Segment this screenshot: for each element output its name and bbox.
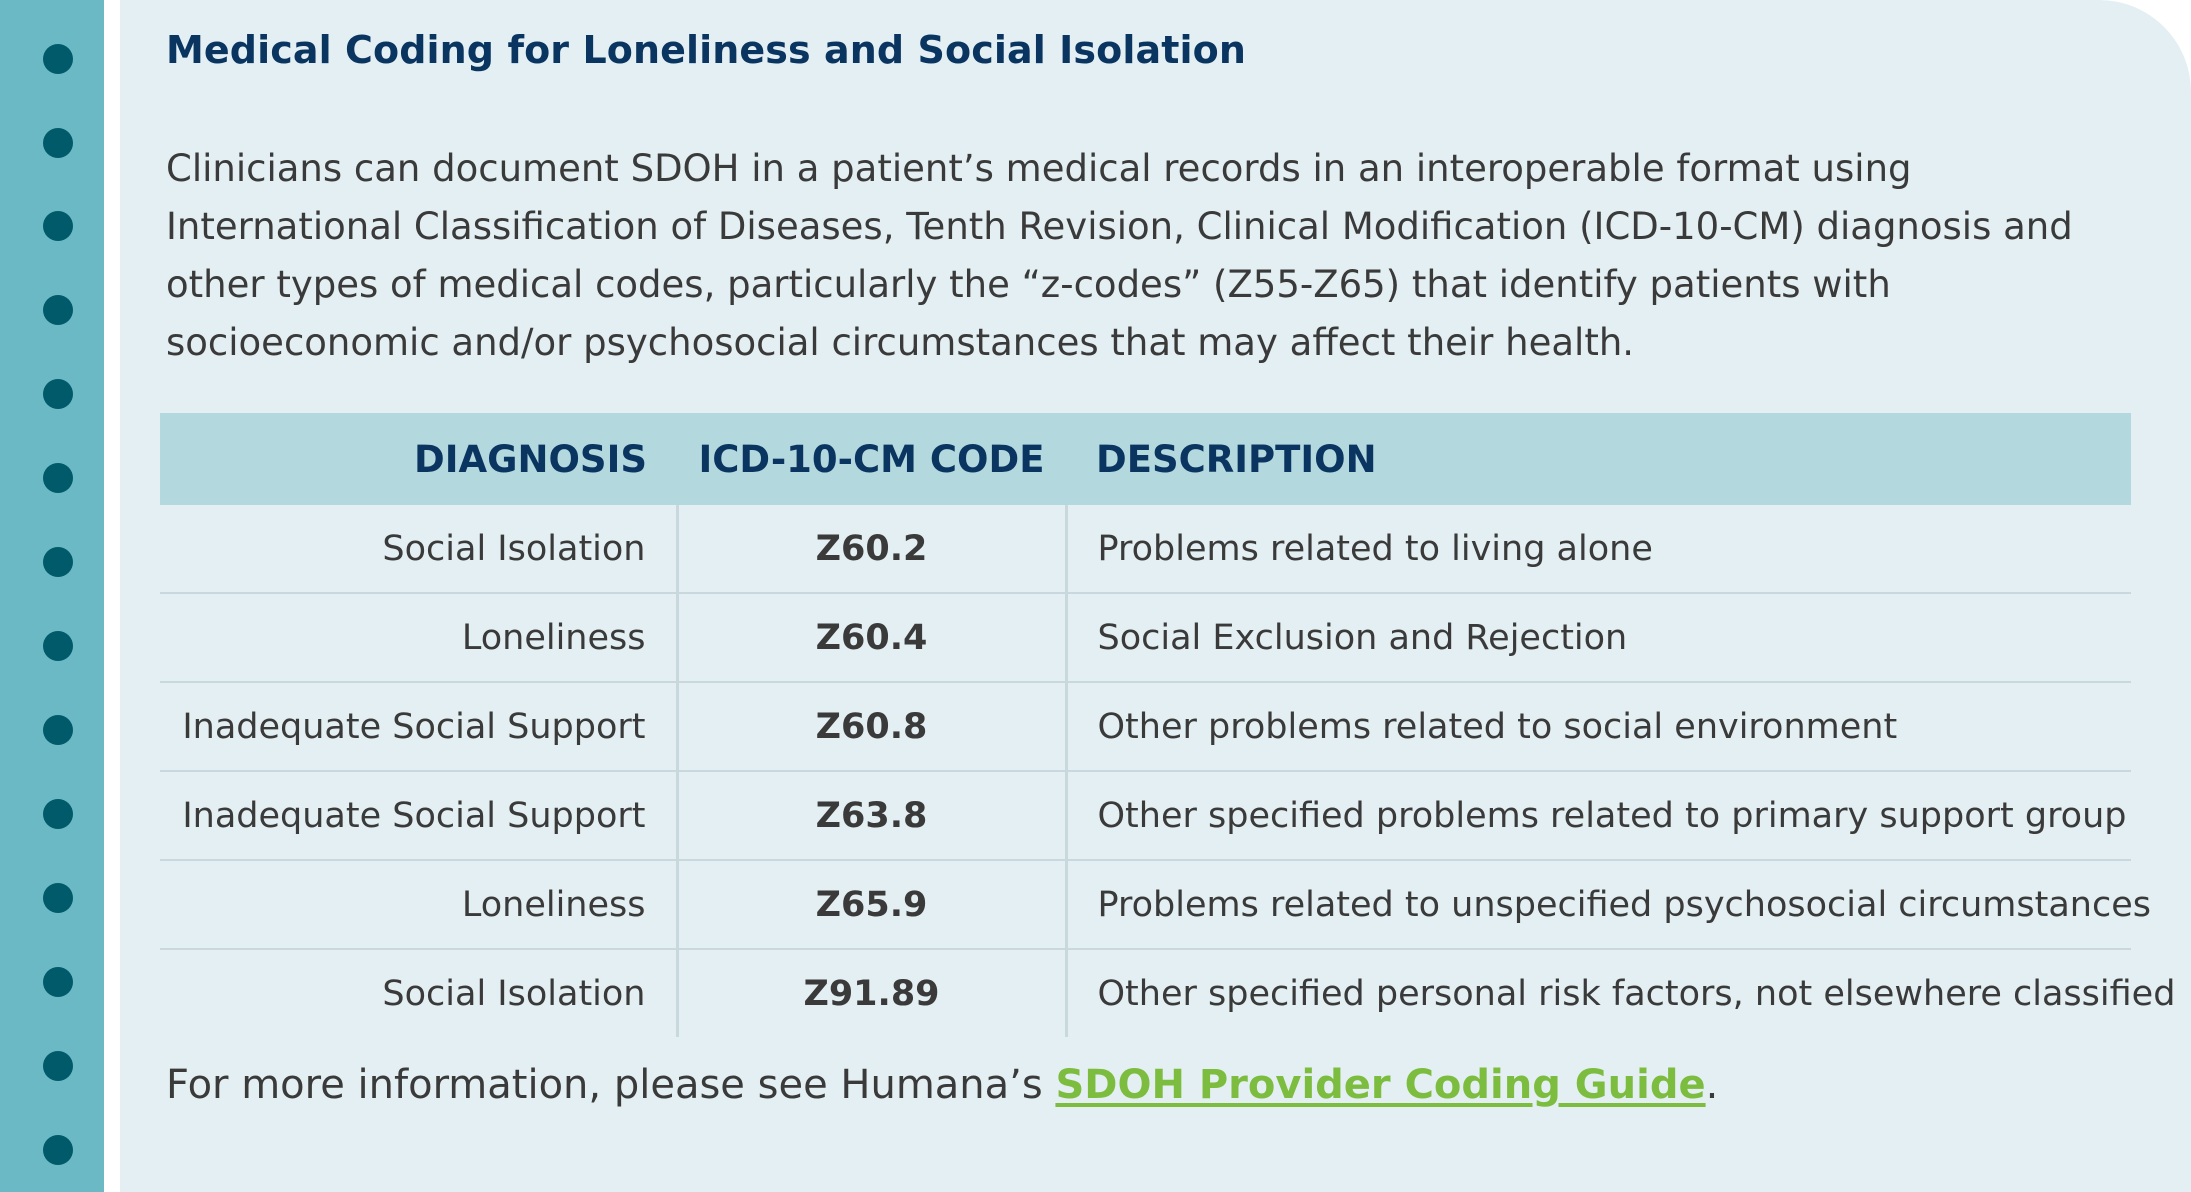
table-row xyxy=(160,682,2131,771)
table-row xyxy=(160,593,2131,682)
binder-hole xyxy=(43,715,73,745)
binder-hole xyxy=(43,1135,73,1165)
diagnosis-cell: Inadequate Social Support xyxy=(160,682,677,771)
header-diagnosis: DIAGNOSIS xyxy=(414,437,647,481)
binder-hole xyxy=(43,463,73,493)
notebook-spine xyxy=(0,0,104,1192)
binder-hole xyxy=(43,631,73,661)
description-cell: Other specified problems related to primary support group xyxy=(1066,771,2131,860)
diagnosis-cell: Loneliness xyxy=(160,860,677,949)
sdoh-coding-guide-link[interactable]: SDOH Provider Coding Guide xyxy=(1055,1062,1706,1108)
description-cell: Other specified personal risk factors, not elsewhere classified xyxy=(1097,973,2176,1014)
page-title: Medical Coding for Loneliness and Social Isolation xyxy=(166,28,1246,72)
description-cell: Other problems related to social environment xyxy=(1066,682,2131,771)
table-row xyxy=(160,505,2131,593)
binder-hole xyxy=(43,883,73,913)
header-code: ICD-10-CM CODE xyxy=(698,437,1045,481)
binder-hole xyxy=(43,967,73,997)
code-cell: Z60.8 xyxy=(677,682,1066,771)
diagnosis-cell: Social Isolation xyxy=(160,505,677,593)
intro-paragraph: Clinicians can document SDOH in a patient’s medical records in an interoperable format using International Classification of Diseases, Tenth Revision, Clinical Modification (ICD-10-CM) diagnosis and other types of medical codes, particularly the “z-codes” (Z55-Z65) that identify patients with socioeconomic and/or psychosocial circumstances that may affect their health. xyxy=(166,147,2073,364)
binder-hole xyxy=(43,44,73,74)
binder-hole xyxy=(43,211,73,241)
code-cell: Z65.9 xyxy=(677,860,1066,949)
icd-codes-table xyxy=(160,413,2176,1037)
binder-hole xyxy=(43,379,73,409)
table-row xyxy=(160,860,2131,949)
description-cell: Problems related to living alone xyxy=(1066,505,2131,593)
diagnosis-cell: Social Isolation xyxy=(160,949,677,1037)
code-cell: Z60.2 xyxy=(677,505,1066,593)
description-cell: Problems related to unspecified psychosocial circumstances xyxy=(1066,860,2131,949)
binder-hole xyxy=(43,1051,73,1081)
description-cell: Social Exclusion and Rejection xyxy=(1066,593,2131,682)
diagnosis-cell: Inadequate Social Support xyxy=(160,771,677,860)
table-row xyxy=(160,771,2131,860)
table-header-row xyxy=(160,413,2131,505)
content-card xyxy=(120,0,2191,1192)
code-cell: Z60.4 xyxy=(677,593,1066,682)
footer-note xyxy=(166,1062,1718,1108)
binder-hole xyxy=(43,295,73,325)
diagnosis-cell: Loneliness xyxy=(160,593,677,682)
binder-hole xyxy=(43,547,73,577)
code-cell: Z91.89 xyxy=(677,949,1066,1037)
header-description: DESCRIPTION xyxy=(1096,437,1377,481)
binder-hole xyxy=(43,128,73,158)
footer-suffix: . xyxy=(1705,1062,1719,1108)
binder-hole xyxy=(43,799,73,829)
footer-prefix: For more information, please see Humana’s xyxy=(166,1062,1056,1108)
table-row xyxy=(160,949,2131,1037)
code-cell: Z63.8 xyxy=(677,771,1066,860)
